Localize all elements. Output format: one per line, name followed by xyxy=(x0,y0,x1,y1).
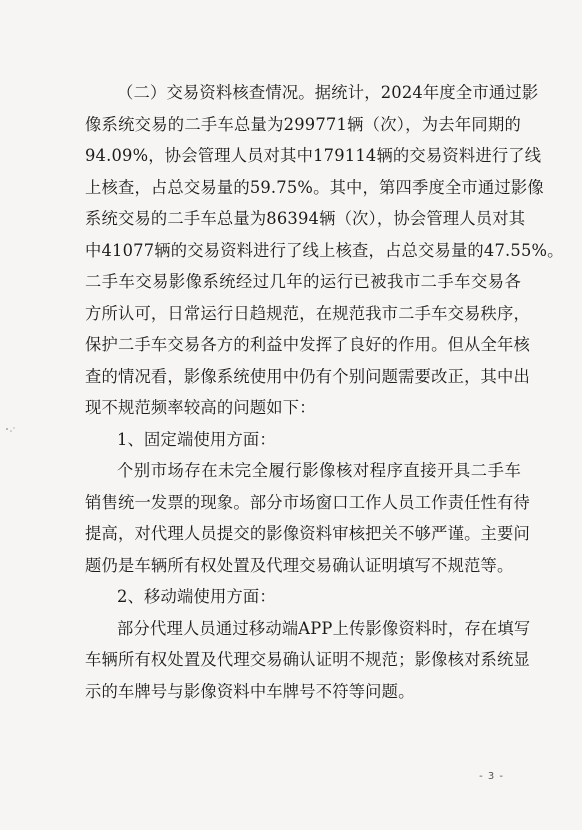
text-line: 现不规范频率较高的问题如下： xyxy=(85,398,316,417)
text-line: 部分代理人员通过移动端APP上传影像资料时，存在填写 xyxy=(117,618,531,638)
text-line: 系统交易的二手车总量为86394辆（次），协会管理人员对其 xyxy=(85,209,526,228)
section-heading: 2、移动端使用方面： xyxy=(117,587,276,606)
text-line: 销售统一发票的现象。部分市场窗口工作人员工作责任性有待 xyxy=(85,492,530,512)
text-line: 方所认可，日常运行日趋规范，在规范我市二手车交易秩序， xyxy=(85,303,530,323)
text-line: 提高，对代理人员提交的影像资料审核把关不够严谨。主要问 xyxy=(85,524,530,543)
text-line: 上核查，占总交易量的59.75%。其中，第四季度全市通过影像 xyxy=(85,177,544,197)
section-mobile-terminal xyxy=(85,581,531,707)
text-line: （二）交易资料核查情况。据统计，2024年度全市通过影 xyxy=(117,83,539,102)
text-line: 查的情况看，影像系统使用中仍有个别问题需要改正，其中出 xyxy=(85,366,530,386)
paragraph-transaction-review xyxy=(85,77,564,424)
section-heading: 1、固定端使用方面： xyxy=(117,429,276,449)
text-line: 示的车牌号与影像资料中车牌号不符等问题。 xyxy=(85,681,415,701)
text-line: 94.09%，协会管理人员对其中179114辆的交易资料进行了线 xyxy=(85,146,542,165)
section-fixed-terminal xyxy=(85,424,530,582)
text-line: 个别市场存在未完全履行影像核对程序直接开具二手车 xyxy=(117,461,521,480)
scan-speck-mark xyxy=(4,425,18,435)
text-line: 保护二手车交易各方的利益中发挥了良好的作用。但从全年核 xyxy=(85,335,530,354)
text-line: 像系统交易的二手车总量为299771辆（次），为去年同期的 xyxy=(85,114,521,134)
text-line: 中41077辆的交易资料进行了线上核查，占总交易量的47.55%。 xyxy=(85,240,564,260)
page-number: - 3 - xyxy=(479,771,504,782)
text-line: 题仍是车辆所有权处置及代理交易确认证明填写不规范等。 xyxy=(85,555,514,575)
text-line: 二手车交易影像系统经过几年的运行已被我市二手车交易各 xyxy=(85,272,521,291)
text-line: 车辆所有权处置及代理交易确认证明不规范；影像核对系统显 xyxy=(85,650,530,669)
document-body xyxy=(85,77,564,707)
